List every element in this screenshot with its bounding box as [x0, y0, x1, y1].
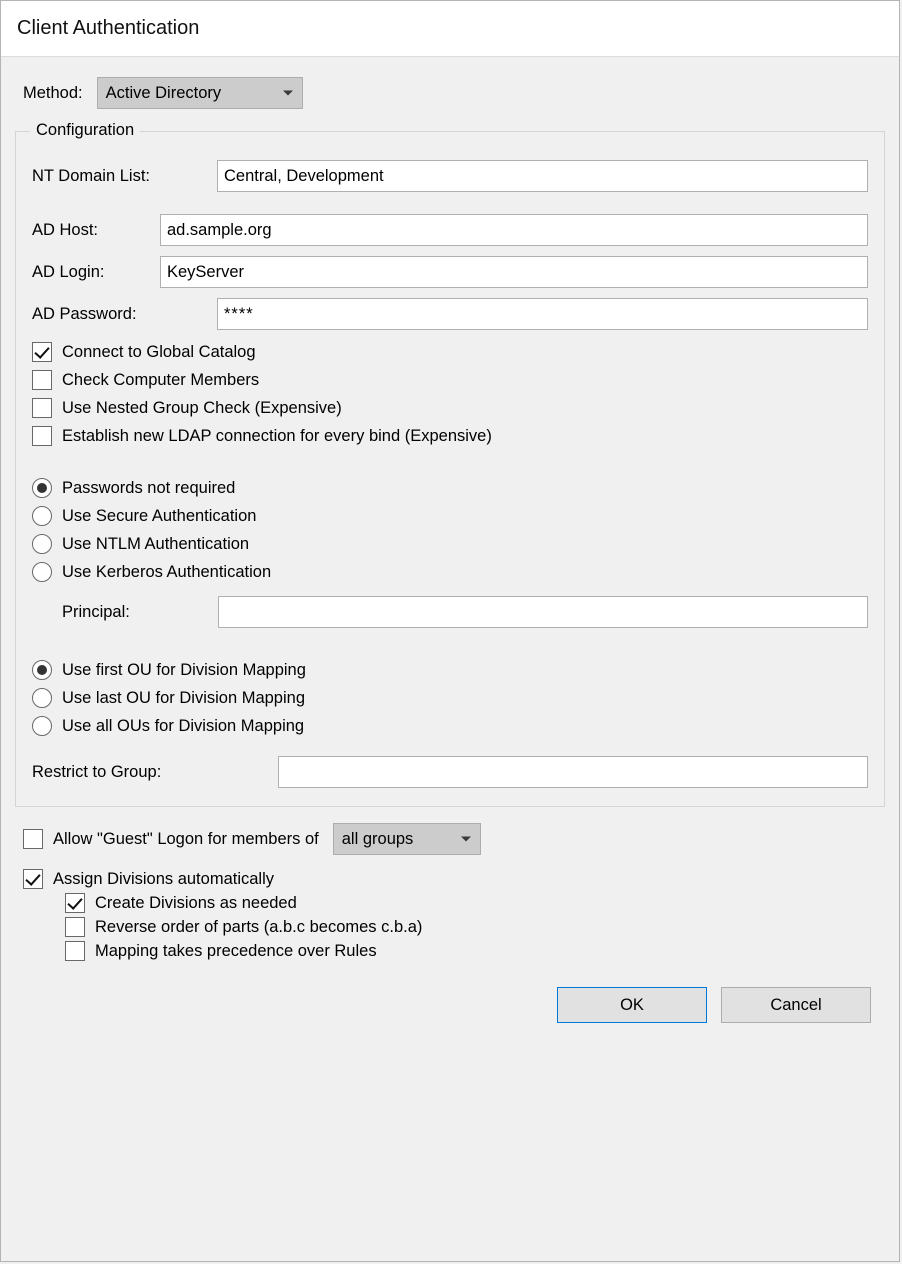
radio-icon[interactable]	[32, 478, 52, 498]
checkbox-create-divisions[interactable]	[65, 893, 877, 913]
restrict-to-group-input[interactable]	[278, 756, 868, 788]
checkbox-icon[interactable]	[23, 869, 43, 889]
radio-icon[interactable]	[32, 534, 52, 554]
principal-row	[32, 596, 868, 628]
principal-input[interactable]	[218, 596, 868, 628]
chevron-down-icon	[283, 91, 293, 96]
radio-icon[interactable]	[32, 660, 52, 680]
ad-password-input[interactable]: ****	[217, 298, 868, 330]
checkbox-icon[interactable]	[32, 370, 52, 390]
radio-icon[interactable]	[32, 506, 52, 526]
radio-label: Use NTLM Authentication	[62, 534, 250, 553]
checkbox-label: Use Nested Group Check (Expensive)	[62, 398, 342, 417]
method-select[interactable]	[97, 77, 303, 109]
checkbox-reverse-order-parts[interactable]	[65, 917, 877, 937]
nt-domain-list-input[interactable]: Central, Development	[217, 160, 868, 192]
checkbox-nested-group-check[interactable]	[32, 398, 868, 418]
checkbox-icon[interactable]	[32, 398, 52, 418]
checkbox-icon[interactable]	[32, 426, 52, 446]
title-bar	[1, 1, 899, 57]
configuration-legend: Configuration	[30, 121, 140, 140]
dialog-body	[1, 77, 899, 1023]
dialog-buttons	[23, 987, 877, 1023]
checkbox-label: Create Divisions as needed	[95, 893, 297, 912]
checkbox-label: Connect to Global Catalog	[62, 342, 256, 361]
method-label: Method:	[23, 83, 83, 102]
radio-secure-authentication[interactable]	[32, 506, 868, 526]
checkbox-connect-global-catalog[interactable]	[32, 342, 868, 362]
checkbox-icon[interactable]	[65, 893, 85, 913]
radio-label: Use first OU for Division Mapping	[62, 660, 306, 679]
checkbox-icon[interactable]	[32, 342, 52, 362]
radio-icon[interactable]	[32, 716, 52, 736]
radio-label: Use all OUs for Division Mapping	[62, 716, 305, 735]
configuration-checkbox-list	[32, 342, 868, 446]
radio-label: Passwords not required	[62, 478, 236, 497]
radio-label: Use last OU for Division Mapping	[62, 688, 306, 707]
radio-icon[interactable]	[32, 688, 52, 708]
ad-login-input[interactable]: KeyServer	[160, 256, 868, 288]
radio-label: Use Secure Authentication	[62, 506, 257, 525]
radio-icon[interactable]	[32, 562, 52, 582]
radio-first-ou-division-mapping[interactable]	[32, 660, 868, 680]
guest-logon-label: Allow "Guest" Logon for members of	[53, 829, 319, 848]
checkbox-check-computer-members[interactable]	[32, 370, 868, 390]
checkbox-icon[interactable]	[65, 941, 85, 961]
method-row	[23, 77, 885, 109]
radio-ntlm-authentication[interactable]	[32, 534, 868, 554]
checkbox-assign-divisions[interactable]	[23, 869, 877, 889]
ok-button[interactable]: OK	[557, 987, 707, 1023]
guest-groups-select-value: all groups	[341, 829, 414, 848]
checkbox-mapping-precedence[interactable]	[65, 941, 877, 961]
checkbox-label: Mapping takes precedence over Rules	[95, 941, 377, 960]
nt-domain-list-row	[32, 160, 868, 192]
assign-divisions-suboptions	[65, 893, 877, 961]
checkbox-label: Check Computer Members	[62, 370, 260, 389]
division-mapping-radio-group	[32, 660, 868, 736]
radio-passwords-not-required[interactable]	[32, 478, 868, 498]
radio-label: Use Kerberos Authentication	[62, 562, 272, 581]
cancel-button[interactable]: Cancel	[721, 987, 871, 1023]
checkbox-icon[interactable]	[65, 917, 85, 937]
checkbox-label: Reverse order of parts (a.b.c becomes c.b.a)	[95, 917, 423, 936]
ad-login-row	[32, 256, 868, 288]
ad-password-row	[32, 298, 868, 330]
ad-host-input[interactable]: ad.sample.org	[160, 214, 868, 246]
principal-label: Principal:	[62, 602, 130, 621]
checkbox-label: Assign Divisions automatically	[53, 869, 275, 888]
restrict-to-group-label: Restrict to Group:	[32, 762, 162, 781]
checkbox-icon[interactable]	[23, 829, 43, 849]
checkbox-label: Establish new LDAP connection for every bind (Expensive)	[62, 426, 492, 445]
guest-logon-row	[23, 823, 877, 855]
configuration-group	[15, 121, 885, 807]
footer-options	[15, 823, 885, 1023]
checkbox-new-ldap-connection[interactable]	[32, 426, 868, 446]
radio-kerberos-authentication[interactable]	[32, 562, 868, 582]
ad-password-label: AD Password:	[32, 304, 137, 323]
restrict-to-group-row	[32, 756, 868, 788]
guest-groups-select[interactable]	[333, 823, 481, 855]
chevron-down-icon	[461, 837, 471, 842]
method-select-value: Active Directory	[105, 83, 222, 102]
authentication-radio-group	[32, 478, 868, 582]
radio-all-ous-division-mapping[interactable]	[32, 716, 868, 736]
ad-login-label: AD Login:	[32, 262, 105, 281]
ad-host-row	[32, 214, 868, 246]
nt-domain-list-label: NT Domain List:	[32, 166, 150, 185]
page-title: Client Authentication	[17, 17, 200, 39]
radio-last-ou-division-mapping[interactable]	[32, 688, 868, 708]
ad-host-label: AD Host:	[32, 220, 99, 239]
